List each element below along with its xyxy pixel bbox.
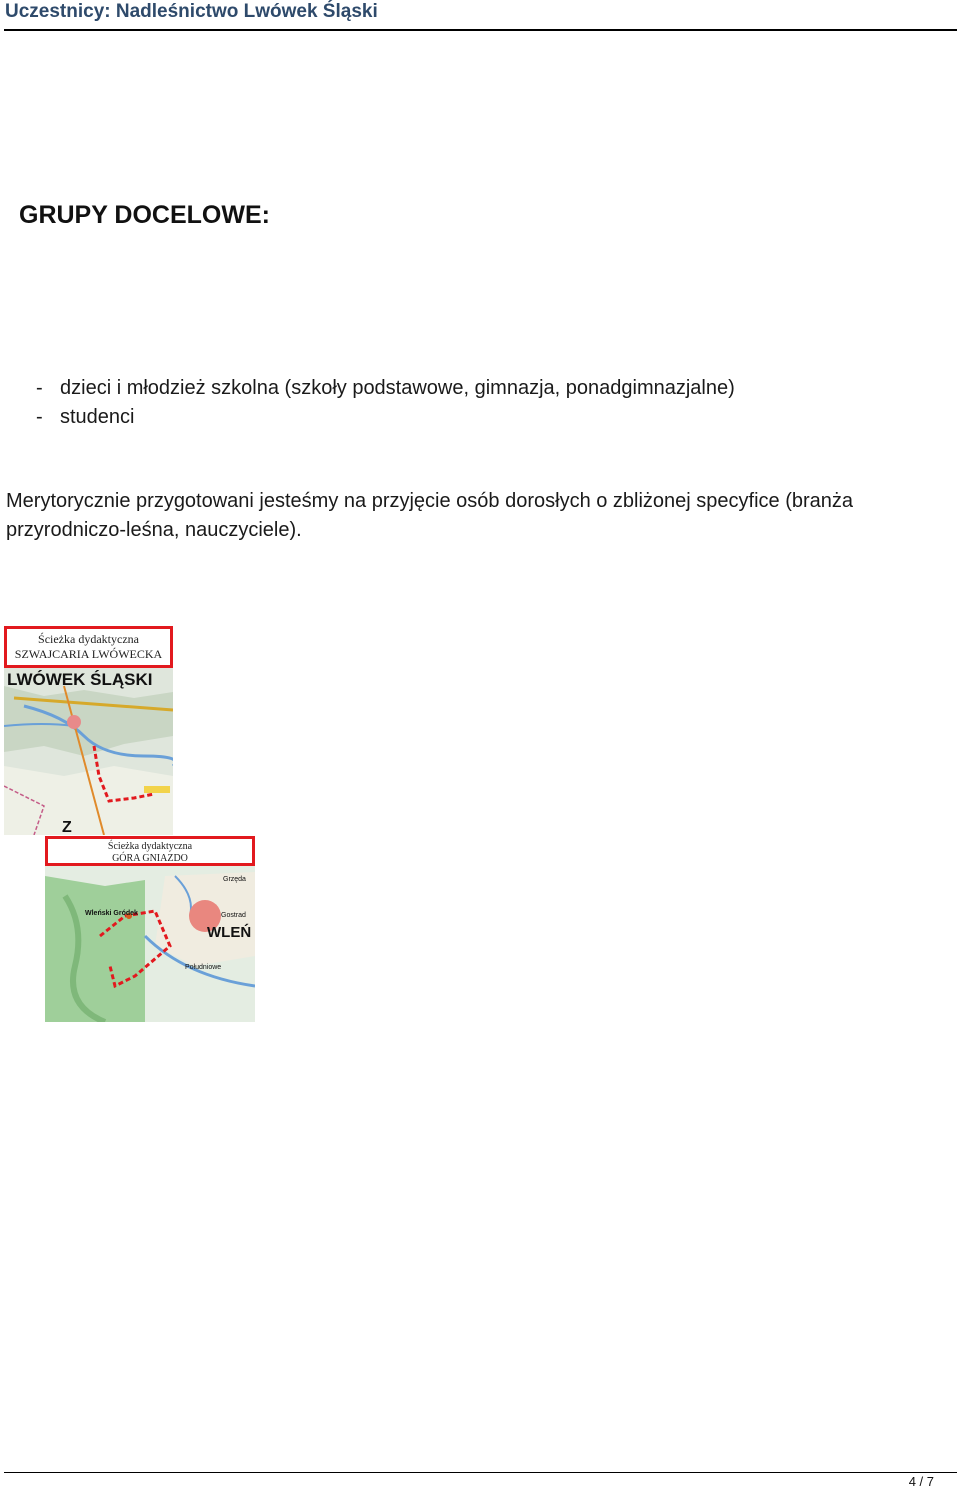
page-header-title: Uczestnicy: Nadleśnictwo Lwówek Śląski — [5, 1, 378, 22]
town-label: LWÓWEK ŚLĄSKI — [7, 670, 153, 689]
place-label: Gostrad — [221, 912, 246, 919]
map-title-box: Ścieżka dydaktyczna SZWAJCARIA LWÓWECKA — [4, 626, 173, 668]
svg-text:Z: Z — [62, 819, 72, 835]
list-item-text: studenci — [60, 406, 135, 428]
map-szwajcaria-lwowecka — [4, 626, 173, 835]
map-title-box: Ścieżka dydaktyczna GÓRA GNIAZDO — [45, 836, 255, 866]
target-groups-list — [36, 374, 735, 432]
page-number: 4 / 7 — [908, 1474, 934, 1489]
list-item-text: dzieci i młodzież szkolna (szkoły podstawowe, gimnazja, ponadgimnazjalne) — [60, 377, 735, 399]
section-heading: GRUPY DOCELOWE: — [19, 201, 270, 229]
place-label: Południowe — [185, 964, 222, 971]
map-gora-gniazdo — [45, 836, 255, 1022]
description-paragraph: Merytorycznie przygotowani jesteśmy na przyjęcie osób dorosłych o zbliżonej specyfice (branża przyrodniczo-leśna, nauczyciele). — [6, 490, 854, 541]
header-divider — [4, 29, 957, 31]
place-label: Wleński Gródek — [85, 910, 138, 917]
place-label: Grzęda — [223, 876, 246, 883]
footer-divider — [4, 1472, 957, 1473]
town-label: WLEŃ — [207, 924, 252, 941]
list-item: - studenci — [36, 406, 135, 428]
list-item: - dzieci i młodzież szkolna (szkoły podstawowe, gimnazja, ponadgimnazjalne) — [36, 377, 735, 399]
